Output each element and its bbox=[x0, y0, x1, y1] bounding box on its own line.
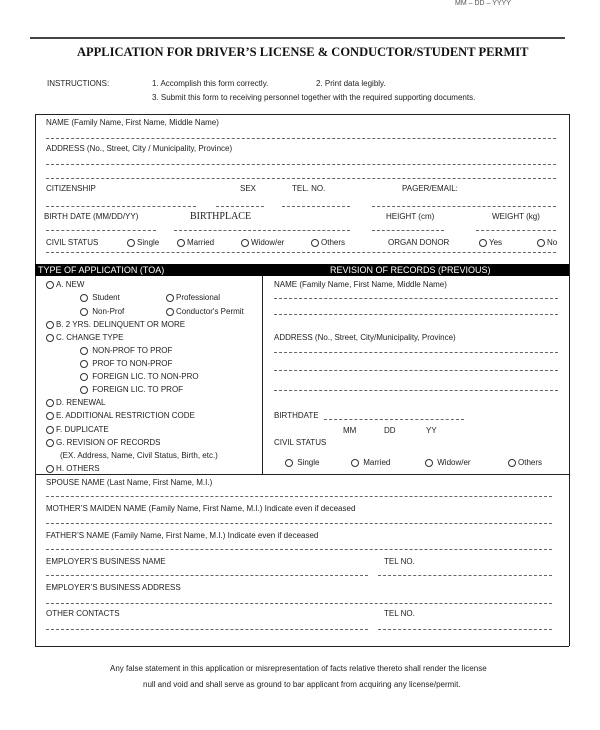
toa-student[interactable] bbox=[80, 293, 120, 302]
civil-widow[interactable] bbox=[241, 238, 284, 247]
toa-delinquent[interactable] bbox=[46, 320, 185, 329]
toa-non-prof-label: Non-Prof bbox=[92, 307, 125, 316]
section-header-bar bbox=[35, 264, 569, 276]
header-rule bbox=[30, 37, 565, 39]
footer-disclaimer-2: null and void and shall serve as ground to bar applicant from acquiring any license/permit. bbox=[143, 680, 461, 689]
radio-icon bbox=[46, 439, 54, 447]
radio-icon bbox=[80, 347, 88, 355]
footer-disclaimer-1: Any false statement in this application or misrepresentation of facts relative thereto shall render the license bbox=[110, 664, 487, 673]
toa-revision-label: G. REVISION OF RECORDS bbox=[56, 438, 161, 447]
radio-icon bbox=[241, 239, 249, 247]
rev-name-input-2[interactable] bbox=[274, 314, 558, 315]
citizenship-input[interactable] bbox=[46, 206, 196, 207]
civil-status-label: CIVIL STATUS bbox=[46, 238, 99, 247]
status-row-line bbox=[46, 252, 556, 253]
radio-icon bbox=[46, 321, 54, 329]
toa-c3-label: FOREIGN LIC. TO NON-PRO bbox=[92, 372, 199, 381]
rev-name-label: NAME (Family Name, First Name, Middle Name) bbox=[274, 280, 447, 289]
radio-icon bbox=[508, 459, 516, 467]
radio-icon bbox=[80, 294, 88, 302]
other-contacts-input[interactable] bbox=[46, 629, 368, 630]
name-input[interactable] bbox=[46, 138, 556, 139]
radio-icon bbox=[425, 459, 433, 467]
employer-name-input[interactable] bbox=[46, 575, 368, 576]
name-label: NAME (Family Name, First Name, Middle Name) bbox=[46, 118, 219, 127]
rev-address-input-1[interactable] bbox=[274, 352, 558, 353]
toa-non-prof[interactable] bbox=[80, 307, 124, 316]
toa-c1[interactable] bbox=[80, 346, 172, 355]
rev-address-input-2[interactable] bbox=[274, 370, 558, 371]
frame-top bbox=[35, 114, 569, 115]
tel-no-label-1: TEL NO. bbox=[384, 557, 415, 566]
section-bottom-rule bbox=[35, 474, 569, 475]
section-divider bbox=[262, 276, 263, 474]
civil-single[interactable] bbox=[127, 238, 159, 247]
weight-label: WEIGHT (kg) bbox=[492, 212, 540, 221]
rev-civil-status-label: CIVIL STATUS bbox=[274, 438, 327, 447]
tel-label: TEL. NO. bbox=[292, 184, 326, 193]
address-input-1[interactable] bbox=[46, 164, 556, 165]
radio-icon bbox=[46, 281, 54, 289]
rev-civil-widow[interactable] bbox=[425, 458, 471, 467]
toa-revision[interactable] bbox=[46, 438, 160, 447]
civil-others[interactable] bbox=[311, 238, 345, 247]
employer-address-label: EMPLOYER’S BUSINESS ADDRESS bbox=[46, 583, 181, 592]
employer-name-label: EMPLOYER’S BUSINESS NAME bbox=[46, 557, 166, 566]
weight-input[interactable] bbox=[476, 230, 556, 231]
toa-renewal[interactable] bbox=[46, 398, 106, 407]
tel-no-input-1[interactable] bbox=[378, 575, 552, 576]
address-label: ADDRESS (No., Street, City / Municipality, Province) bbox=[46, 144, 233, 153]
toa-student-label: Student bbox=[92, 293, 120, 302]
rev-address-input-3[interactable] bbox=[274, 390, 558, 391]
toa-restriction-label: E. ADDITIONAL RESTRICTION CODE bbox=[56, 411, 195, 420]
rev-civil-others[interactable] bbox=[508, 458, 542, 467]
toa-new-label: A. NEW bbox=[56, 280, 85, 289]
rev-civil-others-label: Others bbox=[518, 458, 543, 467]
toa-c3[interactable] bbox=[80, 372, 199, 381]
instruction-1: 1. Accomplish this form correctly. bbox=[152, 79, 269, 88]
toa-c2[interactable] bbox=[80, 359, 172, 368]
toa-conductor-label: Conductor's Permit bbox=[176, 307, 244, 316]
radio-icon bbox=[80, 373, 88, 381]
rev-name-input-1[interactable] bbox=[274, 298, 558, 299]
other-contacts-label: OTHER CONTACTS bbox=[46, 609, 120, 618]
father-label: FATHER’S NAME (Family Name, First Name, M.I.) Indicate even if deceased bbox=[46, 531, 319, 540]
organ-donor-label: ORGAN DONOR bbox=[388, 238, 450, 247]
rev-civil-widow-label: Widow/er bbox=[437, 458, 471, 467]
instruction-2: 2. Print data legibly. bbox=[316, 79, 386, 88]
rev-dd-label: DD bbox=[384, 426, 396, 435]
address-input-2[interactable] bbox=[46, 178, 556, 179]
toa-revision-example: (EX. Address, Name, Civil Status, Birth, etc.) bbox=[60, 451, 218, 460]
toa-c4[interactable] bbox=[80, 385, 183, 394]
employer-address-input[interactable] bbox=[46, 603, 552, 604]
donor-yes[interactable] bbox=[479, 238, 502, 247]
radio-icon bbox=[46, 465, 54, 473]
radio-icon bbox=[80, 308, 88, 316]
revision-heading: REVISION OF RECORDS (PREVIOUS) bbox=[330, 265, 491, 275]
mother-label: MOTHER’S MAIDEN NAME (Family Name, First Name, M.I.) Indicate even if deceased bbox=[46, 504, 356, 513]
radio-icon bbox=[311, 239, 319, 247]
rev-address-label: ADDRESS (No., Street, City/Municipality, Province) bbox=[274, 333, 456, 342]
radio-icon bbox=[351, 459, 359, 467]
radio-icon bbox=[537, 239, 545, 247]
radio-icon bbox=[46, 426, 54, 434]
tel-input[interactable] bbox=[282, 206, 350, 207]
donor-no-label: No bbox=[547, 238, 558, 247]
toa-change-type-label: C. CHANGE TYPE bbox=[56, 333, 124, 342]
frame-left bbox=[35, 114, 36, 646]
tel-no-label-2: TEL NO. bbox=[384, 609, 415, 618]
birthplace-label: BIRTHPLACE bbox=[190, 211, 252, 222]
mother-input[interactable] bbox=[46, 523, 552, 524]
toa-others[interactable] bbox=[46, 464, 100, 473]
civil-others-label: Others bbox=[321, 238, 346, 247]
radio-icon bbox=[80, 386, 88, 394]
rev-mm-label: MM bbox=[343, 426, 357, 435]
rev-birthdate-label: BIRTHDATE bbox=[274, 411, 319, 420]
toa-conductor[interactable] bbox=[166, 307, 244, 316]
donor-yes-label: Yes bbox=[489, 238, 503, 247]
radio-icon bbox=[479, 239, 487, 247]
father-input[interactable] bbox=[46, 549, 552, 550]
radio-icon bbox=[46, 334, 54, 342]
toa-heading: TYPE OF APPLICATION (TOA) bbox=[38, 265, 165, 275]
birth-date-input[interactable] bbox=[46, 230, 156, 231]
toa-professional-label: Professional bbox=[176, 293, 221, 302]
instructions-label: INSTRUCTIONS: bbox=[47, 79, 110, 88]
height-input[interactable] bbox=[372, 230, 444, 231]
radio-icon bbox=[127, 239, 135, 247]
radio-icon bbox=[80, 360, 88, 368]
birth-date-label: BIRTH DATE (MM/DD/YY) bbox=[44, 212, 139, 221]
toa-c1-label: NON-PROF TO PROF bbox=[92, 346, 173, 355]
rev-civil-single-label: Single bbox=[297, 458, 320, 467]
rev-birthdate-input[interactable] bbox=[324, 419, 464, 420]
toa-c2-label: PROF TO NON-PROF bbox=[92, 359, 173, 368]
civil-widow-label: Widow/er bbox=[251, 238, 285, 247]
donor-no[interactable] bbox=[537, 238, 557, 247]
toa-renewal-label: D. RENEWAL bbox=[56, 398, 106, 407]
radio-icon bbox=[285, 459, 293, 467]
date-format-label: MM – DD – YYYY bbox=[455, 0, 511, 7]
spouse-label: SPOUSE NAME (Last Name, First Name, M.I.) bbox=[46, 478, 213, 487]
sex-input[interactable] bbox=[216, 206, 264, 207]
height-label: HEIGHT (cm) bbox=[386, 212, 435, 221]
spouse-input[interactable] bbox=[46, 496, 552, 497]
radio-icon bbox=[46, 399, 54, 407]
tel-no-input-2[interactable] bbox=[378, 629, 552, 630]
radio-icon bbox=[166, 308, 174, 316]
toa-others-label: H. OTHERS bbox=[56, 464, 100, 473]
toa-change-type[interactable] bbox=[46, 333, 123, 342]
toa-c4-label: FOREIGN LIC. TO PROF bbox=[92, 385, 184, 394]
rev-civil-married-label: Married bbox=[363, 458, 391, 467]
toa-professional[interactable] bbox=[166, 293, 220, 302]
civil-married-label: Married bbox=[187, 238, 215, 247]
rev-yy-label: YY bbox=[426, 426, 437, 435]
pager-input[interactable] bbox=[372, 206, 556, 207]
toa-duplicate-label: F. DUPLICATE bbox=[56, 425, 109, 434]
radio-icon bbox=[166, 294, 174, 302]
birthplace-input[interactable] bbox=[174, 230, 350, 231]
citizenship-label: CITIZENSHIP bbox=[46, 184, 96, 193]
rev-civil-single[interactable] bbox=[285, 458, 319, 467]
pager-label: PAGER/EMAIL: bbox=[402, 184, 458, 193]
radio-icon bbox=[177, 239, 185, 247]
radio-icon bbox=[46, 412, 54, 420]
sex-label: SEX bbox=[240, 184, 257, 193]
toa-new[interactable] bbox=[46, 280, 84, 289]
form-title: APPLICATION FOR DRIVER’S LICENSE & CONDUCTOR/STUDENT PERMIT bbox=[77, 45, 529, 59]
frame-bottom bbox=[35, 646, 569, 647]
toa-restriction[interactable] bbox=[46, 411, 195, 420]
rev-civil-married[interactable] bbox=[351, 458, 390, 467]
civil-married[interactable] bbox=[177, 238, 214, 247]
civil-single-label: Single bbox=[137, 238, 160, 247]
frame-right bbox=[569, 114, 570, 646]
toa-duplicate[interactable] bbox=[46, 425, 109, 434]
instruction-3: 3. Submit this form to receiving personnel together with the required supporting documents. bbox=[152, 93, 476, 102]
toa-delinquent-label: B. 2 YRS. DELINQUENT OR MORE bbox=[56, 320, 186, 329]
